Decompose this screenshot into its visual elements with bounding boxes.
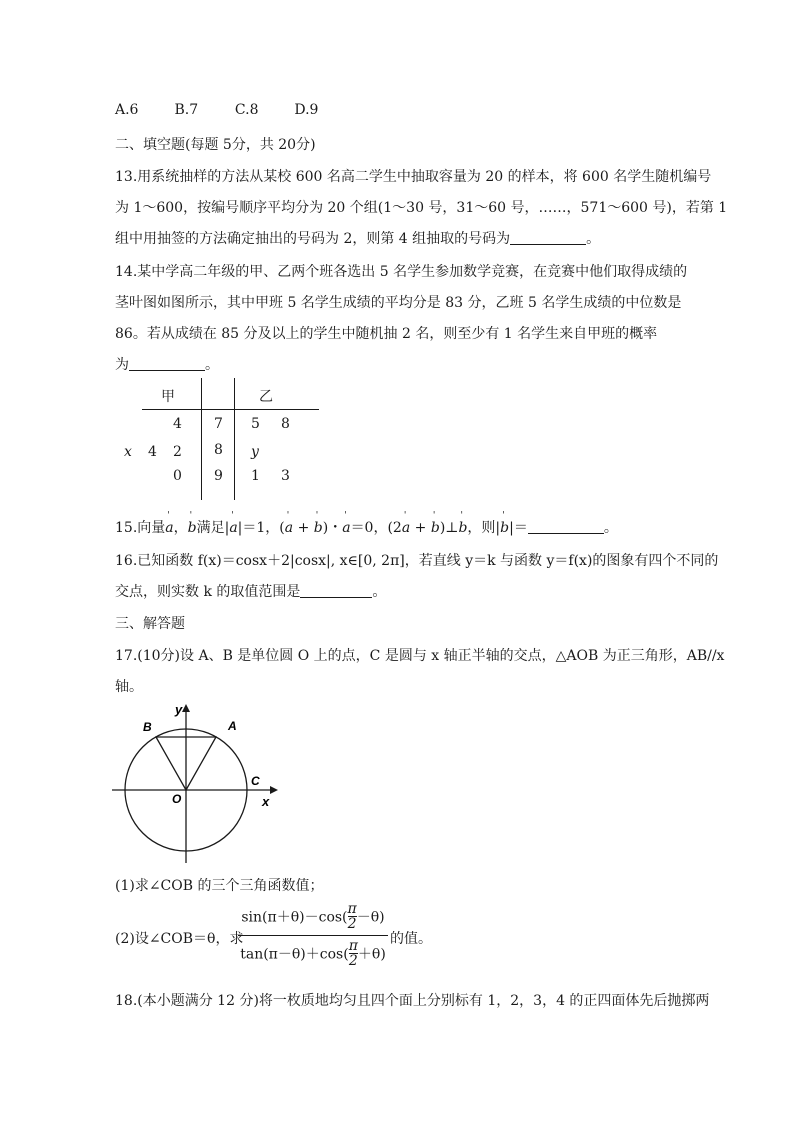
fraction-numerator [238, 902, 388, 932]
leaf-left: 4 [173, 416, 182, 432]
leaf-right: 5 [251, 416, 260, 432]
unit-circle-figure [108, 700, 283, 865]
label-c: C [251, 774, 260, 788]
label-o: O [172, 792, 182, 806]
stem-value: 8 [214, 442, 223, 458]
vector-a: ' a [229, 520, 237, 536]
leaf-right: 3 [281, 468, 290, 484]
vector-b: ' b [458, 520, 467, 536]
q14-line-4 [115, 354, 219, 374]
option-c: C.8 [234, 102, 259, 118]
q18-line-1: 18.(本小题满分 12 分)将一枚质地均匀且四个面上分别标有 1，2，3，4 的正四面体先后抛掷两 [115, 993, 710, 1009]
answer-options [115, 102, 318, 118]
q15-text: ＝0，(2 [350, 520, 402, 536]
q15-text: + [410, 520, 431, 536]
y-axis-arrow [182, 704, 190, 712]
leaf-left: 0 [173, 468, 182, 484]
header-class-jia: 甲 [161, 389, 175, 405]
denominator-text: ＋θ) [357, 946, 386, 963]
q17-line-1: 17.(10分)设 A、B 是单位圆 O 上的点，C 是圆与 x 轴正半轴的交点，△AOB 为正三角形，AB//x [115, 648, 725, 664]
stem-leaf-divider-left [201, 378, 202, 500]
q14-line-3: 86。若从成绩在 85 分及以上的学生中随机抽 2 名，则至少有 1 名学生来自甲班的概率 [115, 326, 658, 342]
numerator-text: －θ) [356, 909, 385, 926]
q17-line-2: 轴。 [115, 679, 143, 695]
pi-over-two [348, 902, 357, 931]
trig-fraction [238, 902, 388, 969]
fraction-bar [238, 935, 388, 936]
denominator-two: 2 [347, 916, 357, 932]
leaf-right: 8 [281, 416, 290, 432]
q13-line-1: 13.用系统抽样的方法从某校 600 名高二学生中抽取容量为 20 的样本，将 600 名学生随机编号 [115, 169, 712, 185]
q13-text: 组中用抽签的方法确定抽出的号码为 2，则第 4 组抽取的号码为 [115, 231, 511, 247]
q17-part2-text: (2)设∠COB＝θ，求 [115, 931, 244, 947]
label-a: A [228, 719, 237, 733]
q14-line-2: 茎叶图如图所示，其中甲班 5 名学生成绩的平均分是 83 分，乙班 5 名学生成绩的中位数是 [115, 295, 682, 311]
q13-line-3 [115, 228, 600, 248]
pi-over-two [349, 939, 358, 968]
option-d: D.9 [294, 102, 319, 118]
q15-text: + [293, 520, 314, 536]
q15-line [115, 517, 618, 537]
q14-period: 。 [205, 357, 219, 373]
label-b: B [143, 720, 152, 734]
section-3-title: 三、解答题 [115, 616, 185, 632]
leaf-left: 2 [173, 444, 182, 460]
header-class-yi: 乙 [259, 389, 273, 405]
leaf-right-unknown-y: y [251, 444, 259, 460]
q15-answer-blank [528, 519, 604, 534]
q15-text: 满足| [196, 520, 230, 536]
stem-value: 7 [214, 416, 223, 432]
q15-period: 。 [603, 520, 618, 536]
option-a: A.6 [115, 102, 139, 118]
label-y: y [175, 702, 183, 717]
stem-value: 9 [214, 468, 223, 484]
x-axis-arrow [270, 786, 278, 794]
q15-text: |＝ [509, 520, 528, 536]
q14-answer-blank [129, 356, 205, 371]
denominator-text: tan(π－θ)＋cos( [240, 946, 349, 963]
option-b: B.7 [174, 102, 199, 118]
q17-part2-tail: 的值。 [390, 931, 432, 947]
pi-symbol: π [348, 938, 358, 954]
q13-answer-blank [510, 230, 586, 245]
q14-line-1: 14.某中学高二年级的甲、乙两个班各选出 5 名学生参加数学竞赛，在竞赛中他们取得成绩的 [115, 264, 688, 280]
q16-line-1: 16.已知函数 f(x)＝cosx＋2|cosx|, x∈[0, 2π]，若直线 y＝k 与函数 y＝f(x)的图象有四个不同的 [115, 553, 719, 569]
stem-leaf-diagram [115, 378, 315, 503]
vector-b: ' b [188, 520, 197, 536]
q15-text: 15.向量 [115, 520, 166, 536]
denominator-two: 2 [348, 953, 358, 969]
q16-line-2 [115, 581, 386, 601]
stem-leaf-divider-right [234, 378, 235, 500]
vector-a: ' a [402, 520, 410, 536]
numerator-text: sin(π＋θ)－cos( [241, 909, 348, 926]
q14-text: 为 [115, 357, 129, 373]
q16-answer-blank [300, 583, 372, 598]
q13-line-2: 为 1～600，按编号顺序平均分为 20 个组(1～30 号，31～60 号，……，571～600 号)，若第 1 [115, 200, 728, 216]
vector-a: ' a [342, 520, 350, 536]
leaf-left-unknown-x: x [124, 444, 132, 460]
leaf-left: 4 [148, 444, 157, 460]
q15-text: ， [173, 520, 188, 536]
fraction-denominator [238, 939, 388, 969]
label-x: x [262, 794, 270, 809]
q15-text: )⊥ [439, 520, 459, 536]
q13-period: 。 [586, 231, 601, 247]
stem-leaf-header-rule [142, 409, 319, 410]
q15-text: |＝1，( [237, 520, 285, 536]
leaf-right: 1 [251, 468, 260, 484]
q15-text: ，则| [467, 520, 501, 536]
pi-symbol: π [347, 901, 357, 917]
q16-period: 。 [372, 584, 387, 600]
vector-b: ' b [500, 520, 509, 536]
section-2-title: 二、填空题(每题 5分，共 20分) [115, 137, 316, 153]
vector-b: ' b [314, 520, 323, 536]
vector-a: ' a [165, 520, 173, 536]
vector-a: ' a [285, 520, 293, 536]
q16-text: 交点，则实数 k 的取值范围是 [115, 584, 301, 600]
q17-part-1: (1)求∠COB 的三个三角函数值； [115, 878, 324, 894]
vector-b: ' b [431, 520, 440, 536]
q15-text: )・ [322, 520, 343, 536]
